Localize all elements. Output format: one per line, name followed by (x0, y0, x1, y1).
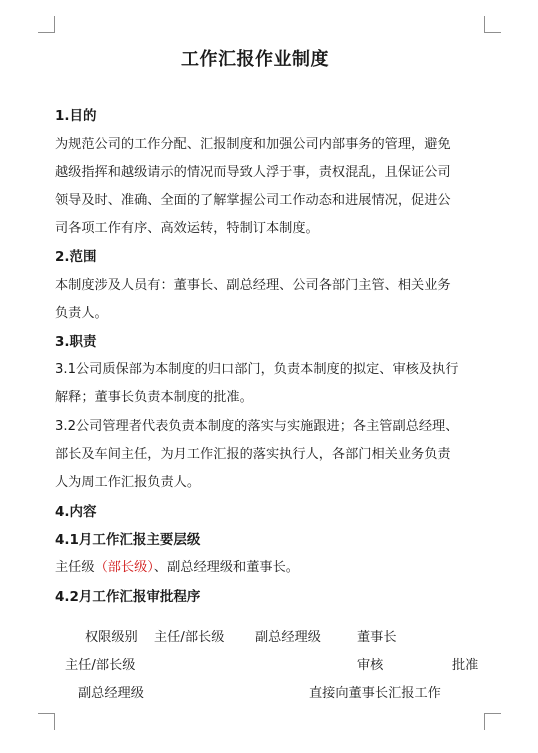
paragraph-line: 越级指挥和越级请示的情况而导致人浮于事，责权混乱，且保证公司 (55, 165, 451, 180)
paragraph-line: 解释；董事长负责本制度的批准。 (55, 390, 253, 405)
crop-mark-bottom-right-v (484, 713, 485, 730)
paragraph-line: 3.2公司管理者代表负责本制度的落实与实施跟进；各主管副总经理、 (55, 419, 459, 434)
table-header-cell: 主任/部长级 (154, 630, 225, 645)
page-title: 工作汇报作业制度 (181, 49, 329, 70)
crop-mark-bottom-left-v (54, 713, 55, 730)
levels-line (55, 559, 299, 577)
table-cell: 副总经理级 (78, 686, 144, 701)
table-header-cell: 副总经理级 (255, 630, 321, 645)
table-header-cell: 权限级别 (85, 630, 138, 645)
table-cell: 直接向董事长汇报工作 (309, 686, 441, 701)
subsection-heading-approval: 4.2月工作汇报审批程序 (55, 589, 201, 605)
crop-mark-top-left-v (54, 16, 55, 33)
paragraph-line: 领导及时、准确、全面的了解掌握公司工作动态和进展情况，促进公 (55, 193, 451, 208)
table-header-cell: 董事长 (357, 630, 397, 645)
crop-mark-top-left-h (38, 32, 55, 33)
subsection-heading-levels: 4.1月工作汇报主要层级 (55, 532, 201, 548)
section-heading-scope: 2.范围 (55, 249, 97, 265)
paragraph-line: 司各项工作有序、高效运转，特制订本制度。 (55, 221, 319, 236)
paragraph-line: 人为周工作汇报负责人。 (55, 475, 201, 490)
crop-mark-top-right-v (484, 16, 485, 33)
crop-mark-top-right-h (484, 32, 501, 33)
paragraph-line: 部长及车间主任，为月工作汇报的落实执行人，各部门相关业务负责 (55, 447, 451, 462)
levels-text-rest: 、副总经理级和董事长。 (153, 560, 299, 575)
table-cell: 审核 (357, 658, 384, 673)
table-cell: 主任/部长级 (65, 658, 136, 673)
paragraph-line: 负责人。 (55, 306, 108, 321)
crop-mark-bottom-left-h (38, 713, 55, 714)
levels-text-minister-highlight: （部长级） (94, 560, 154, 575)
paragraph-line: 为规范公司的工作分配、汇报制度和加强公司内部事务的管理，避免 (55, 137, 451, 152)
paragraph-line: 本制度涉及人员有：董事长、副总经理、公司各部门主管、相关业务 (55, 278, 451, 293)
crop-mark-bottom-right-h (484, 713, 501, 714)
paragraph-line: 3.1公司质保部为本制度的归口部门，负责本制度的拟定、审核及执行 (55, 362, 459, 377)
section-heading-duties: 3.职责 (55, 334, 97, 350)
section-heading-content: 4.内容 (55, 504, 97, 520)
section-heading-purpose: 1.目的 (55, 108, 97, 124)
levels-text-director: 主任级 (55, 560, 95, 575)
table-cell: 批准 (452, 658, 479, 673)
